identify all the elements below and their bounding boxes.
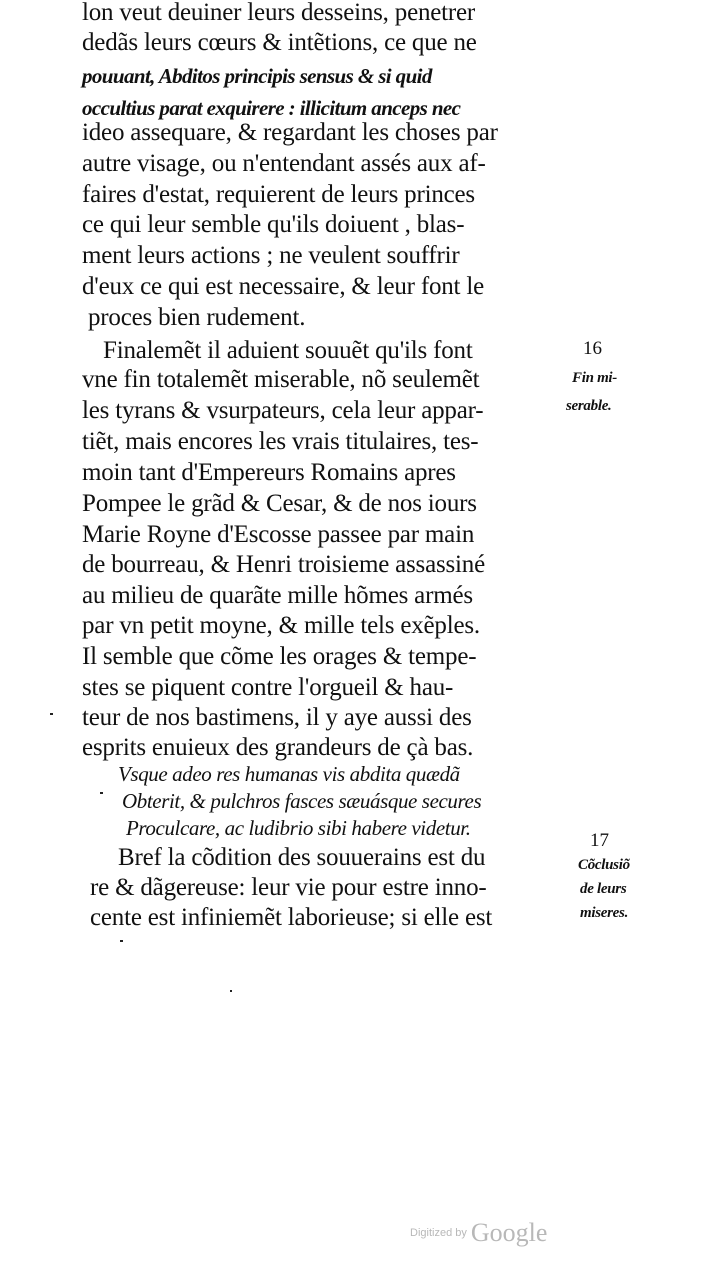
text-line: dedãs leurs cœurs & intẽtions, ce que ne — [82, 29, 477, 56]
paragraph-start: Finalemẽt il aduient souuẽt qu'ils font — [103, 337, 473, 364]
margin-note: serable. — [566, 398, 612, 414]
verse-line: Obterit, & pulchros fasces sæuásque secures — [122, 789, 482, 813]
text-line: stes se piquent contre l'orgueil & hau- — [82, 674, 454, 701]
text-line: tiẽt, mais encores les vrais titulaires, tes- — [82, 428, 479, 455]
text-line: faires d'estat, requierent de leurs princes — [82, 181, 475, 208]
text-line: au milieu de quarãte mille hõmes armés — [82, 582, 473, 609]
margin-note: Fin mi- — [572, 370, 617, 386]
margin-number-16: 16 — [583, 338, 602, 359]
digitized-by-google-watermark — [410, 1218, 547, 1248]
text-line: de bourreau, & Henri troisieme assassiné — [82, 551, 485, 578]
latin-quote-line: occultius parat exquirere : illicitum anceps nec — [82, 96, 461, 120]
text-line: cente est infiniemẽt laborieuse; si elle est — [90, 904, 493, 931]
margin-note: Cõclusiõ — [578, 857, 630, 873]
text-line: proces bien rudement. — [88, 304, 306, 331]
google-logo-text: Google — [470, 1218, 548, 1247]
text-line: par vn petit moyne, & mille tels exẽples. — [82, 612, 480, 639]
verse-line: Proculcare, ac ludibrio sibi habere videtur. — [126, 816, 471, 840]
watermark-prefix: Digitized by — [410, 1227, 467, 1239]
text-line: ce qui leur semble qu'ils doiuent , blas- — [82, 211, 465, 238]
latin-quote-line: pouuant, Abditos principis sensus & si quid — [82, 64, 432, 88]
scan-speck — [100, 792, 103, 794]
text-line: vne fin totalemẽt miserable, nõ seulemẽt — [82, 366, 480, 393]
text-line: ment leurs actions ; ne veulent souffrir — [82, 242, 460, 269]
text-line: Il semble que cõme les orages & tempe- — [82, 643, 477, 670]
text-line: moin tant d'Empereurs Romains apres — [82, 459, 456, 486]
text-line: lon veut deuiner leurs desseins, penetrer — [82, 0, 476, 26]
scan-speck — [120, 940, 123, 942]
scan-speck — [230, 990, 232, 992]
paragraph-start: Bref la cõdition des souuerains est du — [118, 844, 486, 871]
margin-number-17: 17 — [590, 830, 609, 851]
text-line: d'eux ce qui est necessaire, & leur font le — [82, 273, 484, 300]
text-line: ideo assequare, & regardant les choses par — [82, 119, 498, 146]
text-line: Marie Royne d'Escosse passee par main — [82, 521, 475, 548]
text-line: teur de nos bastimens, il y aye aussi des — [82, 704, 472, 731]
margin-note: de leurs — [580, 881, 627, 897]
text-line: re & dãgereuse: leur vie pour estre inno- — [90, 874, 487, 901]
text-line: autre visage, ou n'entendant assés aux af- — [82, 150, 486, 177]
margin-note: miseres. — [580, 905, 629, 921]
text-line: Pompee le grãd & Cesar, & de nos iours — [82, 490, 477, 517]
text-line: les tyrans & vsurpateurs, cela leur appar- — [82, 397, 484, 424]
scan-speck — [50, 713, 53, 715]
verse-line: Vsque adeo res humanas vis abdita quædã — [118, 762, 460, 786]
text-line: esprits enuieux des grandeurs de çà bas. — [82, 734, 474, 761]
